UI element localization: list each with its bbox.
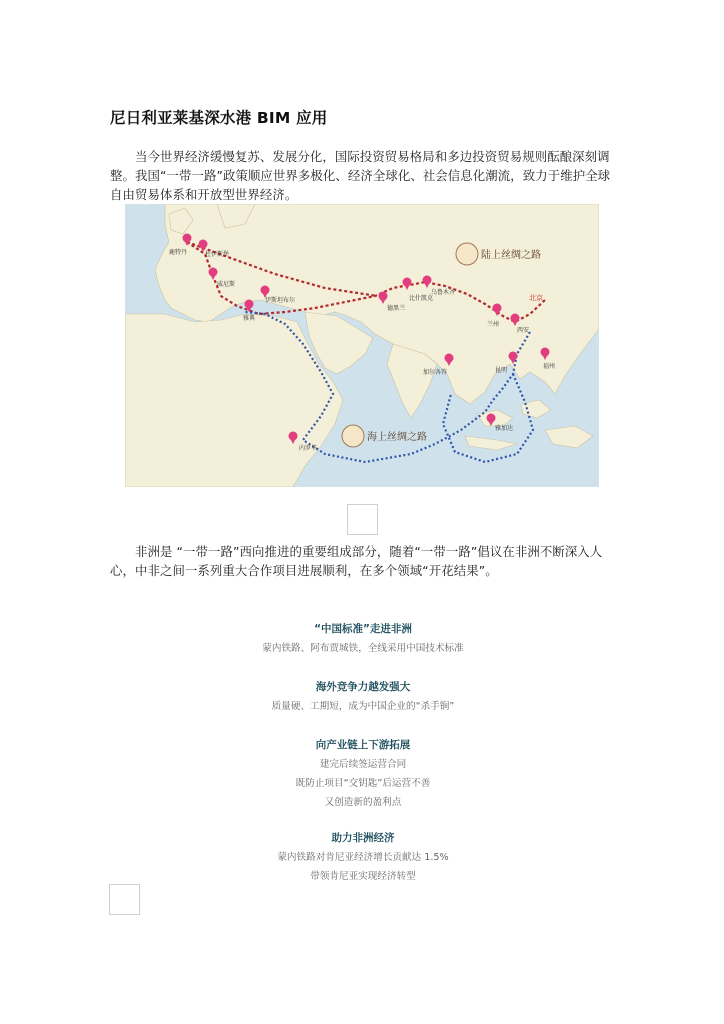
svg-text:伊斯坦布尔: 伊斯坦布尔 — [265, 297, 296, 304]
svg-text:西安: 西安 — [517, 327, 530, 334]
pin-beijing — [529, 293, 543, 302]
section-line: 质量硬、工期短，成为中国企业的“杀手锏” — [271, 701, 455, 712]
svg-text:兰州: 兰州 — [487, 321, 500, 328]
silk-road-map — [125, 204, 599, 487]
svg-text:鹿特丹: 鹿特丹 — [169, 249, 188, 256]
svg-text:比什凯克: 比什凯克 — [409, 295, 434, 302]
svg-text:内罗毕: 内罗毕 — [299, 445, 318, 452]
africa-paragraph: 非洲是 “一带一路”西向推进的重要组成部分，随着“一带一路”倡议在非洲不断深入人心，中非之间一系列重大合作项目进展顺利，在多个领域“开花结果”。 — [110, 544, 603, 578]
section-line: 蒙内铁路、阿布贾城铁，全线采用中国技术标准 — [262, 643, 464, 654]
highlight-section — [110, 621, 616, 658]
sea-route-label: 海上丝绸之路 — [367, 432, 427, 443]
svg-text:德黑兰: 德黑兰 — [387, 305, 406, 312]
svg-text:福州: 福州 — [543, 363, 556, 370]
section-line: 又创造新的盈利点 — [324, 797, 402, 808]
svg-text:北京: 北京 — [529, 294, 543, 302]
image-placeholder — [347, 504, 378, 535]
section-heading: 助力非洲经济 — [331, 832, 395, 844]
silk-road-map-graphic — [125, 204, 599, 487]
svg-text:雅典: 雅典 — [243, 315, 256, 322]
section-line: 蒙内铁路对肯尼亚经济增长贡献达 1.5% — [277, 852, 449, 863]
article-title: 尼日利亚莱基深水港 BIM 应用 — [110, 109, 328, 127]
svg-text:昆明: 昆明 — [495, 367, 508, 374]
intro-paragraph: 当今世界经济缓慢复苏、发展分化，国际投资贸易格局和多边投资贸易规则酝酿深刻调整。我国“一带一路”政策顺应世界多极化、经济全球化、社会信息化潮流，致力于维护全球自由贸易体系和开放型世界经济。 — [110, 149, 611, 202]
section-line: 建完后续签运营合同 — [319, 759, 407, 770]
svg-text:杜伊斯堡: 杜伊斯堡 — [205, 251, 230, 258]
svg-text:威尼斯: 威尼斯 — [217, 281, 236, 288]
svg-text:乌鲁木齐: 乌鲁木齐 — [431, 289, 456, 296]
image-placeholder — [109, 884, 140, 915]
section-heading: 向产业链上下游拓展 — [315, 739, 411, 751]
highlight-section — [110, 737, 616, 812]
land-route-label: 陆上丝绸之路 — [481, 250, 541, 261]
section-heading: “中国标准”走进非洲 — [314, 623, 412, 635]
svg-text:雅加达: 雅加达 — [495, 425, 514, 432]
section-line: 既防止项目“交钥匙”后运营不善 — [295, 778, 431, 789]
svg-text:加尔各答: 加尔各答 — [423, 369, 448, 376]
highlight-section — [110, 830, 616, 886]
highlight-section — [110, 679, 616, 716]
section-line: 带领肯尼亚实现经济转型 — [310, 871, 416, 882]
section-heading: 海外竞争力越发强大 — [315, 681, 411, 693]
